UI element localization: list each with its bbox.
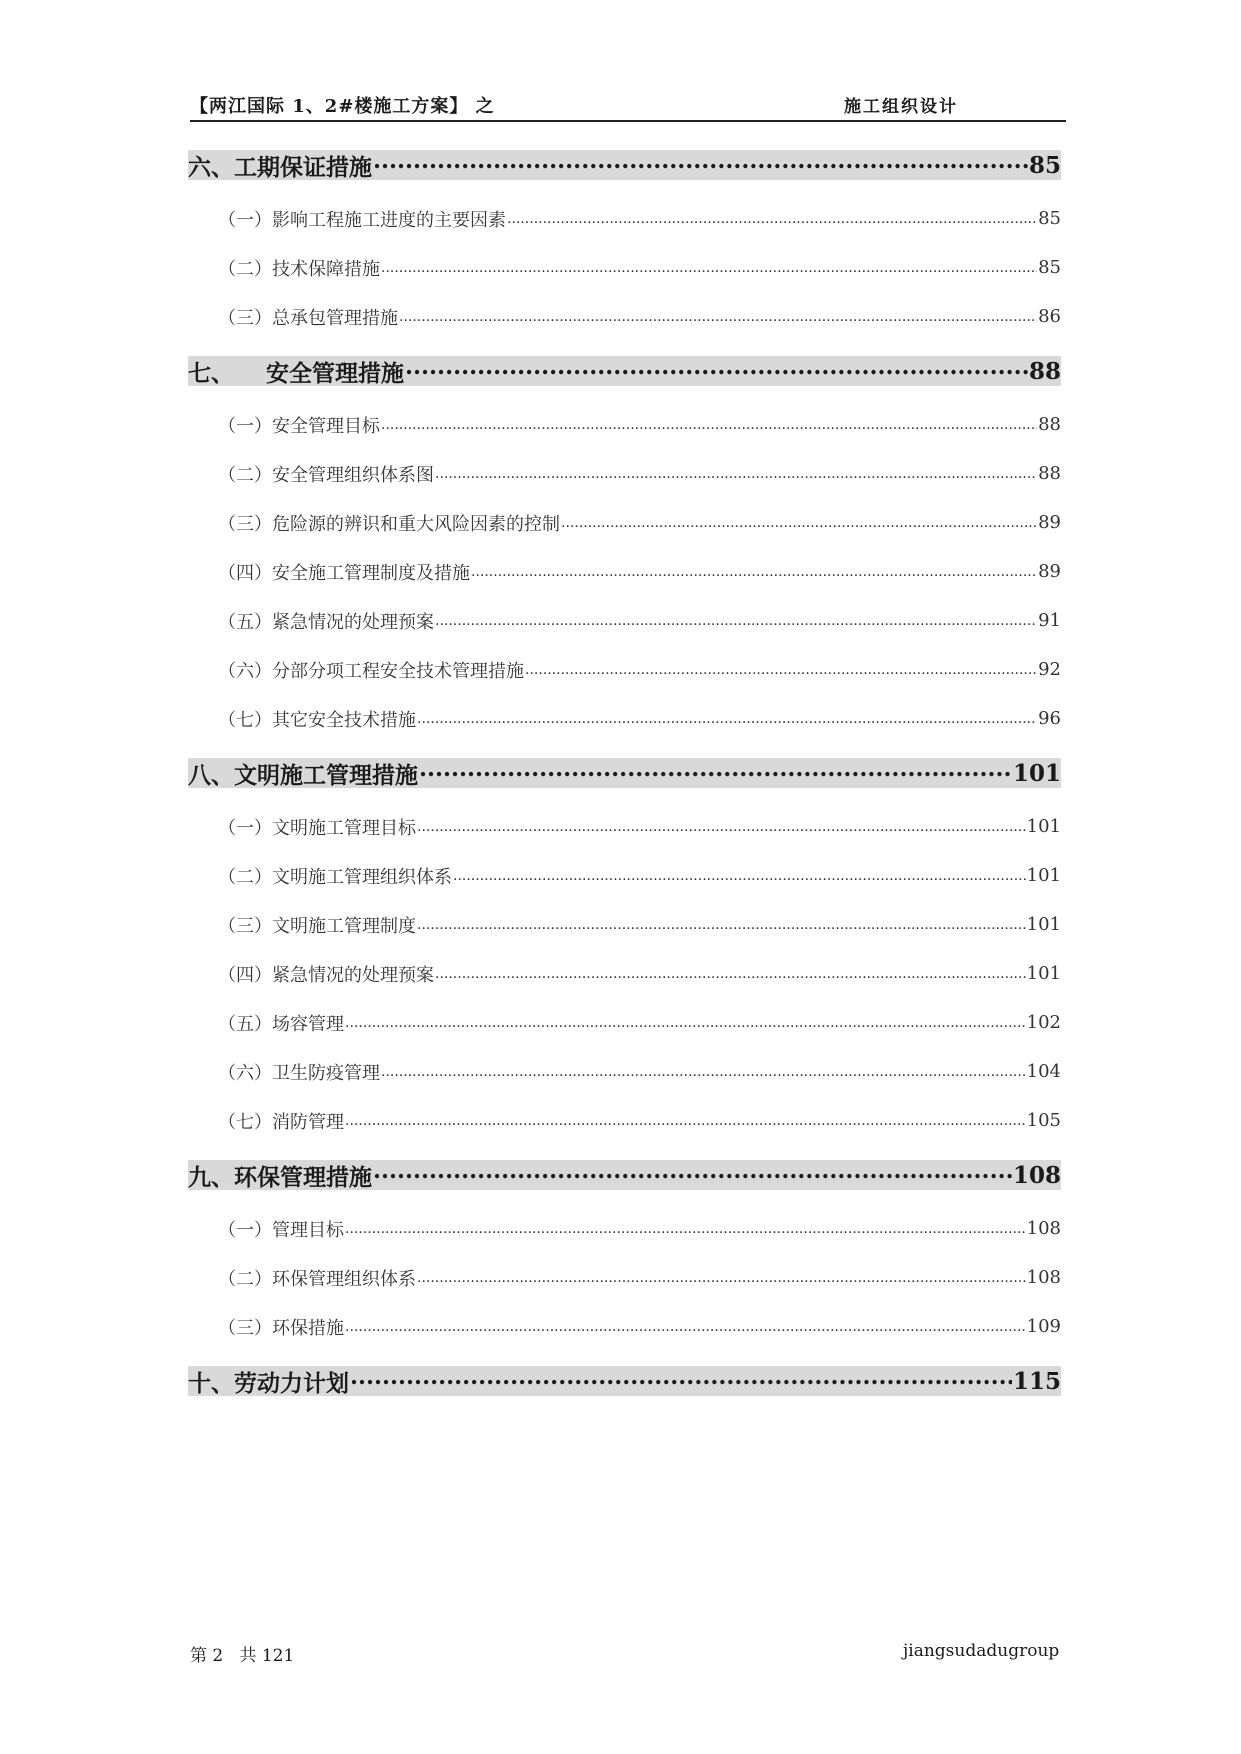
toc-page-number: 89	[1038, 561, 1061, 582]
toc-entry[interactable]	[188, 292, 1061, 341]
toc-entry-title: （五）紧急情况的处理预案	[218, 611, 434, 633]
footer-page-count: 第 2 共 121	[190, 1646, 295, 1666]
toc-page-number: 104	[1026, 1061, 1061, 1082]
toc-entry[interactable]	[188, 949, 1061, 998]
toc-entry-title: （二）文明施工管理组织体系	[218, 866, 452, 888]
toc-page-number: 86	[1038, 306, 1061, 327]
header-document-title: 【两江国际 1、2#楼施工方案】 之	[190, 96, 495, 117]
toc-page-number: 88	[1038, 414, 1061, 435]
toc-entry-title: （三）文明施工管理制度	[218, 915, 416, 937]
toc-entry[interactable]	[188, 851, 1061, 900]
toc-page-number: 109	[1026, 1316, 1061, 1337]
dot-leader	[453, 866, 1026, 886]
dot-leader	[373, 1163, 1012, 1187]
toc-page-number: 108	[1026, 1218, 1061, 1239]
dot-leader	[399, 307, 1037, 327]
dot-leader	[417, 915, 1026, 935]
toc-page-number: 102	[1026, 1012, 1061, 1033]
toc-page-number: 88	[1038, 463, 1061, 484]
toc-page-number: 101	[1026, 963, 1061, 984]
toc-entry[interactable]	[188, 194, 1061, 243]
toc-section-7[interactable]	[188, 356, 1061, 386]
toc-entry-title: （二）安全管理组织体系图	[218, 464, 434, 486]
dot-leader	[373, 153, 1028, 177]
toc-entry[interactable]	[188, 1096, 1061, 1145]
toc-entry-title: （三）危险源的辨识和重大风险因素的控制	[218, 513, 560, 535]
toc-entry-title: （三）总承包管理措施	[218, 307, 398, 329]
toc-section-title: 七、 安全管理措施	[188, 359, 405, 387]
dot-leader	[525, 660, 1037, 680]
toc-entry-title: （五）场容管理	[218, 1013, 344, 1035]
page-header	[190, 92, 1066, 122]
toc-page-number: 105	[1026, 1110, 1061, 1131]
dot-leader	[345, 1111, 1026, 1131]
toc-entry-title: （六）分部分项工程安全技术管理措施	[218, 660, 524, 682]
toc-entry-title: （一）管理目标	[218, 1219, 344, 1241]
toc-entry[interactable]	[188, 802, 1061, 851]
dot-leader	[350, 1369, 1012, 1393]
toc-entry-title: （四）紧急情况的处理预案	[218, 964, 434, 986]
toc-page-number: 85	[1038, 208, 1061, 229]
dot-leader	[345, 1013, 1026, 1033]
dot-leader	[419, 761, 1012, 785]
toc-page-number: 96	[1038, 708, 1061, 729]
toc-section-6[interactable]	[188, 150, 1061, 180]
toc-entry[interactable]	[188, 645, 1061, 694]
toc-section-title: 六、工期保证措施	[188, 153, 372, 181]
toc-entry[interactable]	[188, 498, 1061, 547]
dot-leader	[471, 562, 1037, 582]
toc-entry[interactable]	[188, 243, 1061, 292]
toc-entry-title: （四）安全施工管理制度及措施	[218, 562, 470, 584]
toc-entry-title: （一）安全管理目标	[218, 415, 380, 437]
toc-section-10[interactable]	[188, 1366, 1061, 1396]
toc-entry[interactable]	[188, 900, 1061, 949]
dot-leader	[435, 464, 1037, 484]
toc-entry-title: （三）环保措施	[218, 1317, 344, 1339]
dot-leader	[345, 1317, 1026, 1337]
dot-leader	[405, 359, 1028, 383]
toc-page-number: 85	[1028, 151, 1061, 179]
toc-entry-title: （二）环保管理组织体系	[218, 1268, 416, 1290]
toc-entry[interactable]	[188, 694, 1061, 743]
toc-entry[interactable]	[188, 547, 1061, 596]
toc-entry-title: （一）影响工程施工进度的主要因素	[218, 209, 506, 231]
footer-company: jiangsudadugroup	[903, 1641, 1060, 1661]
toc-page-number: 108	[1026, 1267, 1061, 1288]
dot-leader	[417, 1268, 1026, 1288]
dot-leader	[507, 209, 1037, 229]
toc-entry[interactable]	[188, 596, 1061, 645]
toc-page-number: 88	[1028, 357, 1061, 385]
toc-entry[interactable]	[188, 400, 1061, 449]
dot-leader	[435, 611, 1037, 631]
toc-page-number: 101	[1026, 816, 1061, 837]
toc-entry[interactable]	[188, 1204, 1061, 1253]
dot-leader	[381, 1062, 1026, 1082]
toc-section-title: 十、劳动力计划	[188, 1369, 349, 1397]
toc-entry[interactable]	[188, 1047, 1061, 1096]
dot-leader	[561, 513, 1037, 533]
header-section-title: 施工组织设计	[844, 97, 958, 117]
toc-page-number: 108	[1012, 1161, 1061, 1189]
toc-page-number: 115	[1012, 1367, 1061, 1395]
toc-entry[interactable]	[188, 1253, 1061, 1302]
toc-entry-title: （一）文明施工管理目标	[218, 817, 416, 839]
toc-entry-title: （六）卫生防疫管理	[218, 1062, 380, 1084]
toc-page-number: 85	[1038, 257, 1061, 278]
toc-entry-title: （二）技术保障措施	[218, 258, 380, 280]
toc-entry[interactable]	[188, 998, 1061, 1047]
dot-leader	[345, 1219, 1026, 1239]
toc-entry[interactable]	[188, 449, 1061, 498]
toc-entry[interactable]	[188, 1302, 1061, 1351]
dot-leader	[417, 817, 1026, 837]
dot-leader	[435, 964, 1026, 984]
toc-section-title: 九、环保管理措施	[188, 1163, 372, 1191]
toc-page-number: 92	[1038, 659, 1061, 680]
toc-section-8[interactable]	[188, 758, 1061, 788]
toc-entry-title: （七）其它安全技术措施	[218, 709, 416, 731]
table-of-contents	[188, 150, 1061, 1410]
toc-section-title: 八、文明施工管理措施	[188, 761, 418, 789]
toc-entry-title: （七）消防管理	[218, 1111, 344, 1133]
toc-page-number: 101	[1012, 759, 1061, 787]
toc-page-number: 101	[1026, 914, 1061, 935]
dot-leader	[417, 709, 1037, 729]
toc-page-number: 89	[1038, 512, 1061, 533]
toc-page-number: 91	[1038, 610, 1061, 631]
dot-leader	[381, 415, 1037, 435]
toc-page-number: 101	[1026, 865, 1061, 886]
toc-section-9[interactable]	[188, 1160, 1061, 1190]
dot-leader	[381, 258, 1037, 278]
